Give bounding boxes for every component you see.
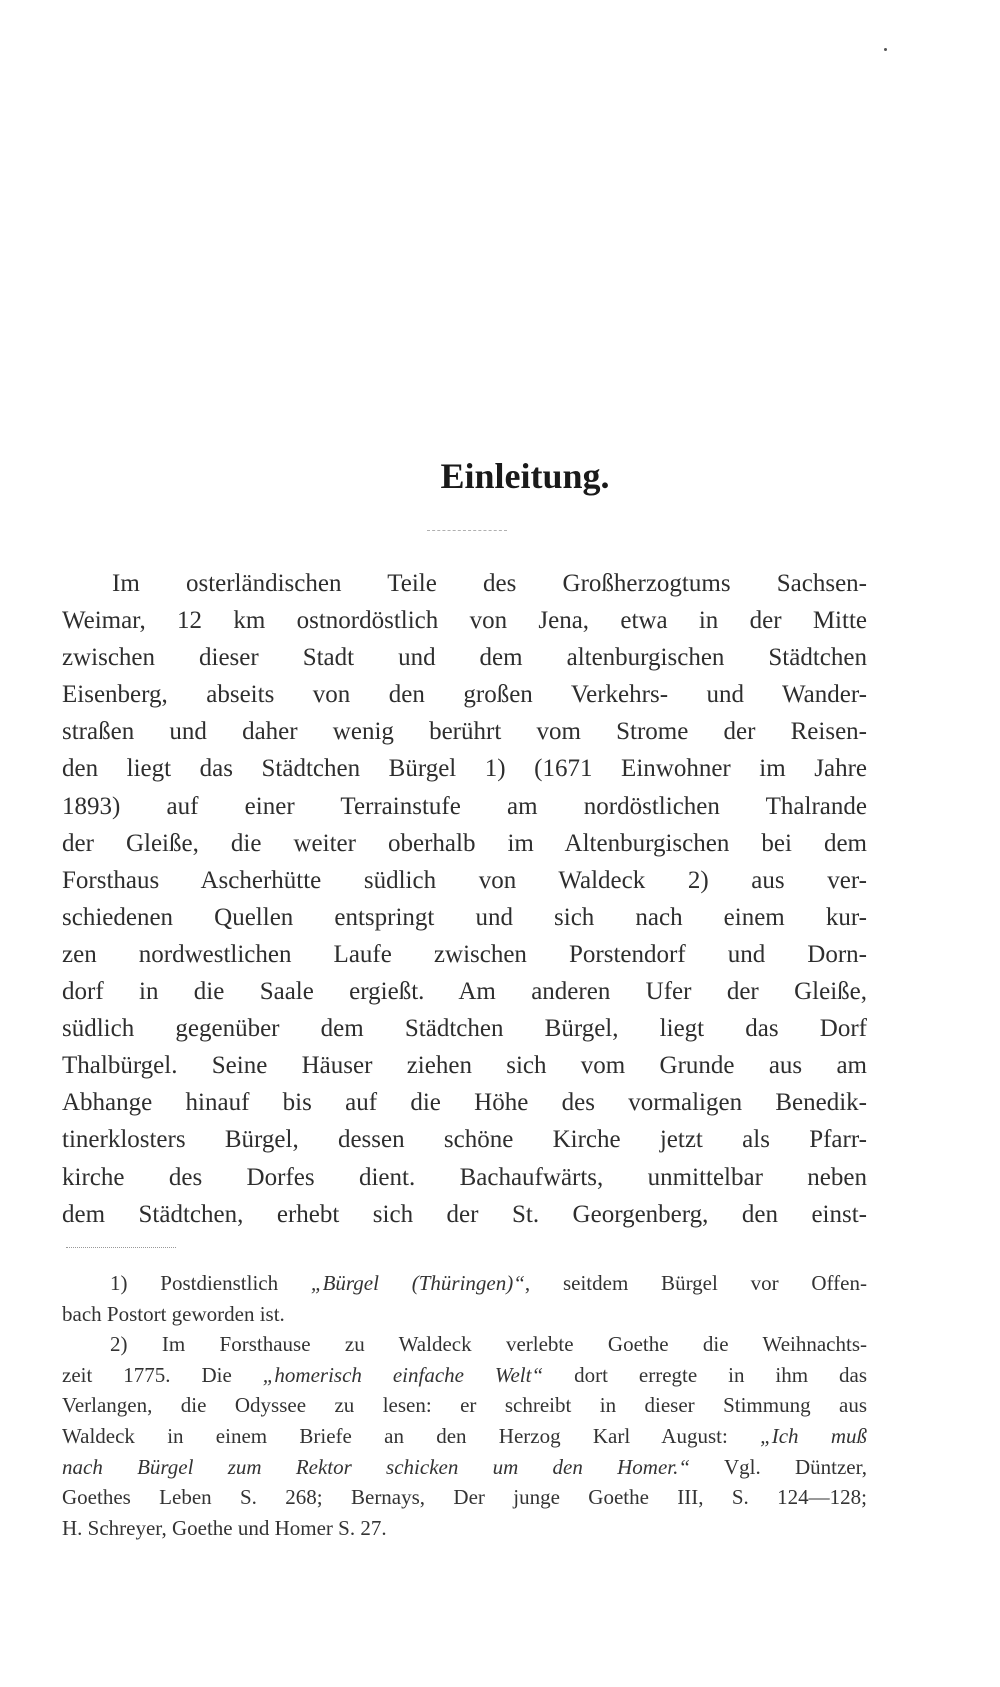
footnote-line [62, 1268, 867, 1299]
body-line: straßen und daher wenig berührt vom Strome der Reisen- [62, 718, 867, 746]
footnotes [62, 1268, 867, 1543]
footnote-text: Vgl. Düntzer, [690, 1454, 868, 1479]
body-line: 1893) auf einer Terrainstufe am nordöstlichen Thalrande [62, 792, 867, 820]
body-line: zwischen dieser Stadt und dem altenburgischen Städtchen [62, 644, 867, 672]
heading-rule [427, 530, 507, 531]
footnote-italic: „Ich muß [760, 1423, 867, 1448]
footnote-line: Verlangen, die Odyssee zu lesen: er schreibt in dieser Stimmung aus [62, 1393, 867, 1418]
body-line: Im osterländischen Teile des Großherzogtums Sachsen- [112, 570, 867, 597]
footnote-line: 2) Im Forsthause zu Waldeck verlebte Goethe die Weihnachts- [110, 1332, 867, 1357]
body-line: den liegt das Städtchen Bürgel 1) (1671 Einwohner im Jahre [62, 755, 867, 783]
footnote-line: H. Schreyer, Goethe und Homer S. 27. [62, 1515, 387, 1540]
chapter-heading: Einleitung. [440, 456, 610, 496]
body-line: Abhange hinauf bis auf die Höhe des vormaligen Benedik- [62, 1089, 867, 1117]
body-line: schiedenen Quellen entspringt und sich nach einem kur- [62, 903, 867, 931]
body-line: tinerklosters Bürgel, dessen schöne Kirche jetzt als Pfarr- [62, 1126, 867, 1154]
body-line: zen nordwestlichen Laufe zwischen Porstendorf und Dorn- [62, 940, 867, 968]
footnote-text: dort erregte in ihm das [543, 1362, 868, 1387]
footnote-line [62, 1452, 867, 1483]
body-line: Thalbürgel. Seine Häuser ziehen sich vom Grunde aus am [62, 1052, 867, 1080]
body-line: südlich gegenüber dem Städtchen Bürgel, liegt das Dorf [62, 1015, 867, 1043]
footnote-italic: nach Bürgel zum Rektor schicken um den Homer.“ [62, 1454, 691, 1479]
footnote-text: , seitdem Bürgel vor Offen- [524, 1271, 867, 1295]
scan-speck [884, 48, 887, 51]
footnote-italic: „homerisch einfache Welt“ [262, 1362, 544, 1387]
body-line: kirche des Dorfes dient. Bachaufwärts, unmittelbar neben [62, 1163, 867, 1191]
footnote-text: zeit 1775. Die [62, 1362, 263, 1387]
body-line: Weimar, 12 km ostnordöstlich von Jena, etwa in der Mitte [62, 607, 867, 635]
footnote-line [62, 1360, 867, 1391]
body-line: dem Städtchen, erhebt sich der St. Georgenberg, den einst- [62, 1200, 867, 1228]
footnote-line: Goethes Leben S. 268; Bernays, Der junge Goethe III, S. 124—128; [62, 1485, 867, 1510]
body-line: Forsthaus Ascherhütte südlich von Waldeck 2) aus ver- [62, 866, 867, 894]
footnote-text: Waldeck in einem Briefe an den Herzog Karl August: [62, 1423, 761, 1448]
footnote-rule [66, 1247, 176, 1248]
footnote-text: 1) Postdienstlich [110, 1271, 311, 1295]
body-line: der Gleiße, die weiter oberhalb im Altenburgischen bei dem [62, 829, 867, 857]
footnote-line: bach Postort geworden ist. [62, 1301, 285, 1326]
body-line: Eisenberg, abseits von den großen Verkehrs- und Wander- [62, 681, 867, 709]
footnote-line [62, 1421, 867, 1452]
footnote-italic: „Bürgel (Thüringen)“ [310, 1271, 525, 1295]
body-paragraph [62, 565, 867, 1233]
body-line: dorf in die Saale ergießt. Am anderen Ufer der Gleiße, [62, 978, 867, 1006]
